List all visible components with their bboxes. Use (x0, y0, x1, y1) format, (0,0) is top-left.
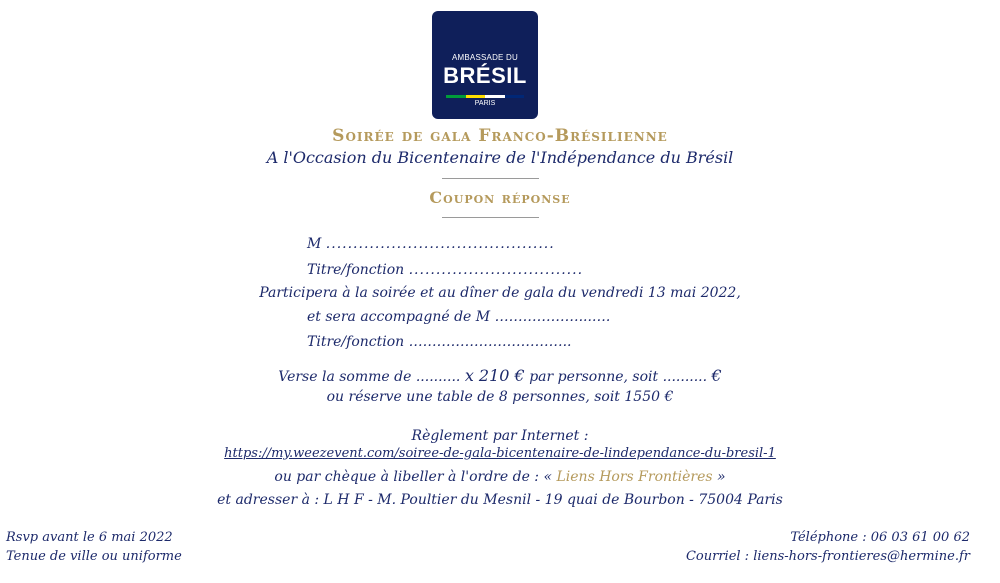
form-m-line (307, 236, 555, 252)
accompagne-dots: ………………...…. (494, 309, 611, 325)
form-accompagne-line (307, 309, 610, 325)
event-title: Soirée de gala Franco-Brésilienne (332, 126, 668, 146)
embassy-logo (432, 11, 538, 119)
flag-blue (505, 95, 525, 98)
form-titre-line (307, 262, 583, 278)
cheque-name: Liens Hors Frontières (556, 469, 713, 485)
flag-green (446, 95, 466, 98)
logo-line-ambassade: AMBASSADE DU (452, 53, 518, 62)
cheque-suffix: » (717, 469, 726, 485)
verse-line (0, 366, 1000, 385)
m-label: M (307, 236, 322, 252)
courriel-text: Courriel : liens-hors-frontieres@hermine.fr (685, 549, 970, 564)
cheque-prefix: ou par chèque à libeller à l'ordre de : « (274, 469, 553, 485)
divider-bottom (442, 217, 539, 218)
titre2-dots: …………………………….. (408, 334, 572, 350)
telephone-text: Téléphone : 06 03 61 00 62 (790, 530, 970, 545)
titre-dots: ................................ (408, 262, 584, 278)
tenue-text: Tenue de ville ou uniforme (6, 549, 182, 564)
reglement-heading: Règlement par Internet : (411, 428, 589, 444)
m-dots: .......................................... (325, 236, 555, 252)
accompagne-label: et sera accompagné de M (307, 309, 491, 325)
weezevent-link[interactable]: https://my.weezevent.com/soiree-de-gala-bicentenaire-de-lindependance-du-bresil-1 (224, 446, 776, 461)
titre2-label: Titre/fonction (307, 334, 405, 350)
form-titre2-line (307, 334, 572, 350)
titre-label: Titre/fonction (307, 262, 405, 278)
logo-line-paris: PARIS (474, 100, 496, 107)
price-per-person: x 210 € (464, 366, 525, 385)
url-line (0, 446, 1000, 461)
section-title: Coupon réponse (429, 188, 571, 207)
logo-line-bresil: BRÉSIL (443, 63, 527, 88)
participe-line: Participera à la soirée et au dîner de gala du vendredi 13 mai 2022, (259, 285, 741, 301)
divider-top (442, 178, 539, 179)
euro-sign: € (711, 366, 722, 385)
flag-yellow (466, 95, 486, 98)
verse-prefix: Verse la somme de .......... (278, 369, 461, 385)
event-subtitle: A l'Occasion du Bicentenaire de l'Indépendance du Brésil (266, 148, 734, 167)
flag-white (485, 95, 505, 98)
table-line: ou réserve une table de 8 personnes, soit 1550 € (326, 389, 674, 405)
flag-color-bar (446, 95, 524, 98)
cheque-line (0, 469, 1000, 485)
rsvp-text: Rsvp avant le 6 mai 2022 (6, 530, 173, 545)
par-personne: par personne, soit .......... (529, 369, 708, 385)
adresse-line: et adresser à : L H F - M. Poultier du Mesnil - 19 quai de Bourbon - 75004 Paris (217, 492, 783, 508)
